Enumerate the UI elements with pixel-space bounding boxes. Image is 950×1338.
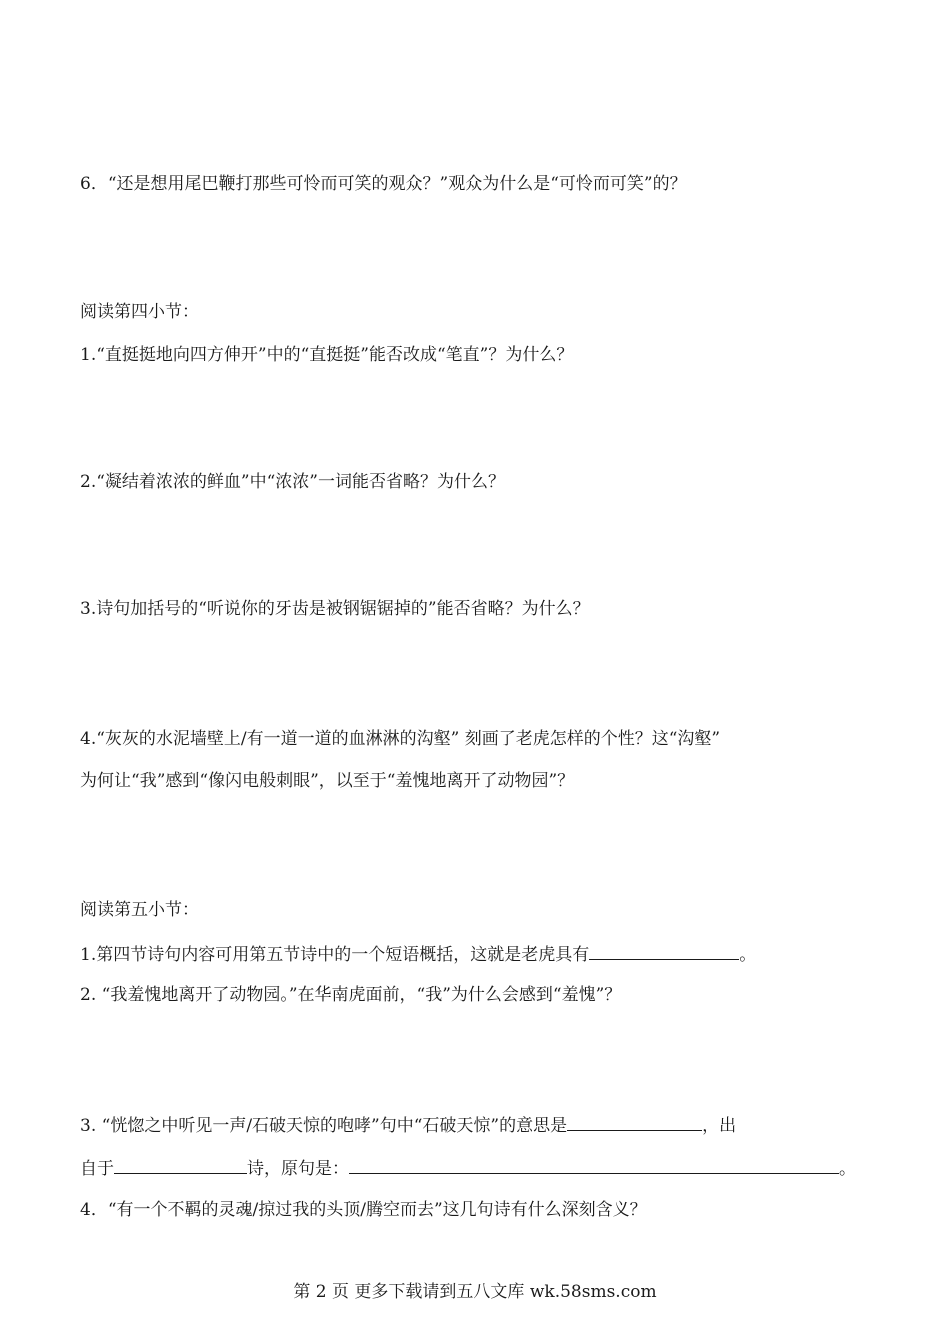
section-4-question-1: 1.“直挺挺地向四方伸开”中的“直挺挺”能否改成“笔直”？为什么？ [80,345,574,365]
question-text: 1.第四节诗句内容可用第五节诗中的一个短语概括，这就是老虎具有 [80,945,590,965]
answer-blank[interactable] [589,941,739,960]
section-4-question-4-line-2: 为何让“我”感到“像闪电般刺眼”，以至于“羞愧地离开了动物园”？ [80,771,575,791]
question-text-end: 。 [839,1159,856,1179]
section-5-heading: 阅读第五小节： [80,900,199,920]
section-4-question-2: 2.“凝结着浓浓的鲜血”中“浓浓”一词能否省略？为什么？ [80,472,505,492]
question-text-end: ，出 [702,1116,737,1136]
section-5-question-3-line-1 [80,1112,736,1138]
page-footer: 第 2 页 更多下载请到五八文库 wk.58sms.com [293,1282,657,1302]
answer-blank[interactable] [114,1155,247,1174]
section-5-question-3-line-2 [80,1155,856,1181]
question-text-mid: 诗，原句是： [247,1159,349,1179]
answer-blank[interactable] [349,1155,839,1174]
section-5-question-4: 4．“有一个不羁的灵魂/掠过我的头顶/腾空而去”这几句诗有什么深刻含义？ [80,1200,647,1220]
section-5-question-1 [80,941,756,967]
section-5-question-2: 2. “我羞愧地离开了动物园。”在华南虎面前，“我”为什么会感到“羞愧”？ [80,985,622,1005]
question-text-end: 。 [739,945,757,965]
section-4-question-3: 3.诗句加括号的“听说你的牙齿是被钢锯锯掉的”能否省略？为什么？ [80,599,590,619]
question-text: 自于 [80,1159,114,1179]
question-text: 3. “恍惚之中听见一声/石破天惊的咆哮”句中“石破天惊”的意思是 [80,1116,568,1136]
answer-blank[interactable] [567,1112,702,1131]
question-6: 6．“还是想用尾巴鞭打那些可怜而可笑的观众？”观众为什么是“可怜而可笑”的？ [80,174,687,194]
section-4-heading: 阅读第四小节： [80,302,199,322]
section-4-question-4-line-1: 4.“灰灰的水泥墙壁上/有一道一道的血淋淋的沟壑” 刻画了老虎怎样的个性？这“沟壑” [80,729,721,749]
